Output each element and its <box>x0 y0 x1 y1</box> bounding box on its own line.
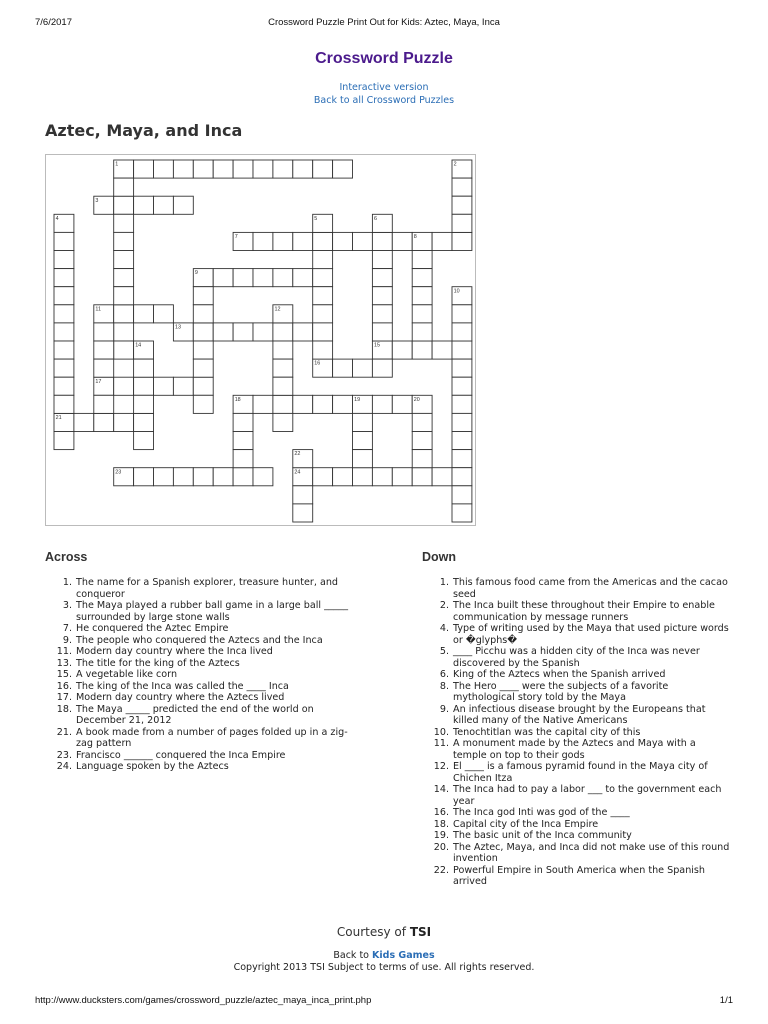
across-clue <box>45 761 355 773</box>
grid-cell <box>392 341 412 359</box>
clue-text: King of the Aztecs when the Spanish arrived <box>453 669 666 680</box>
down-clue <box>422 669 732 681</box>
clue-number: 15. <box>56 669 72 680</box>
grid-cell <box>54 359 74 377</box>
grid-cell <box>353 413 373 431</box>
grid-cell <box>54 432 74 450</box>
grid-cell <box>353 359 373 377</box>
print-header <box>35 17 733 31</box>
grid-cell <box>293 232 313 250</box>
grid-cell <box>193 323 213 341</box>
across-clue-list <box>45 577 355 773</box>
clue-number: 20. <box>433 841 449 853</box>
down-clue <box>422 842 732 865</box>
across-clue <box>45 704 355 727</box>
clue-text: The Inca had to pay a labor ___ to the government each year <box>453 784 722 807</box>
grid-cell <box>353 432 373 450</box>
grid-cell <box>213 323 233 341</box>
grid-cell <box>173 468 193 486</box>
grid-cell <box>452 432 472 450</box>
grid-cell-number: 21 <box>55 415 62 421</box>
across-clue <box>45 669 355 681</box>
grid-cell-number: 22 <box>294 451 301 458</box>
clue-number: 16. <box>56 680 72 692</box>
grid-cell <box>412 450 432 468</box>
clue-number: 13. <box>56 657 72 669</box>
grid-cell <box>412 305 432 323</box>
clue-number: 14. <box>433 784 449 795</box>
grid-cell <box>313 468 333 486</box>
grid-cell <box>333 359 353 377</box>
grid-cell <box>54 323 74 341</box>
clue-number: 11. <box>56 646 72 657</box>
grid-cell-number: 9 <box>194 270 198 277</box>
grid-cell <box>54 395 74 413</box>
grid-cell <box>173 160 193 178</box>
grid-cell <box>432 468 452 486</box>
print-page-number: 1/1 <box>719 995 733 1006</box>
grid-cell-number: 20 <box>413 396 420 403</box>
clue-number: 17. <box>56 692 72 703</box>
grid-cell <box>154 468 174 486</box>
across-clue <box>45 692 355 704</box>
grid-cell <box>432 341 452 359</box>
grid-cell <box>412 341 432 359</box>
grid-cell <box>114 341 134 359</box>
across-clue <box>45 577 355 600</box>
grid-cell <box>233 432 253 450</box>
clue-text: A book made from a number of pages folded up in a zig-zag pattern <box>76 726 348 749</box>
print-footer <box>35 995 733 1009</box>
grid-cell <box>372 287 392 305</box>
grid-cell <box>94 341 114 359</box>
clue-text: An infectious disease brought by the Europeans that killed many of the Native Americans <box>453 703 706 726</box>
grid-cell <box>134 359 154 377</box>
grid-cell <box>452 196 472 214</box>
print-doc-title: Crossword Puzzle Print Out for Kids: Aztec, Maya, Inca <box>268 17 500 28</box>
grid-cell <box>372 269 392 287</box>
grid-cell <box>114 251 134 269</box>
across-clue <box>45 646 355 658</box>
grid-cell <box>193 395 213 413</box>
grid-cell <box>412 287 432 305</box>
grid-cell <box>273 413 293 431</box>
grid-cell <box>134 196 154 214</box>
grid-cell <box>392 468 412 486</box>
grid-cell-number: 14 <box>135 342 142 349</box>
clue-number: 9. <box>439 703 449 715</box>
clue-number: 18. <box>56 703 72 715</box>
clue-number: 9. <box>62 634 72 646</box>
grid-cell <box>173 377 193 395</box>
grid-cell <box>452 486 472 504</box>
grid-cell-number: 15 <box>374 342 380 349</box>
grid-cell <box>313 287 333 305</box>
grid-cell <box>114 413 134 431</box>
grid-cell-number: 4 <box>55 215 59 222</box>
down-clue <box>422 681 732 704</box>
clue-text: Type of writing used by the Maya that used picture words or �glyphs� <box>453 623 729 646</box>
down-clue <box>422 738 732 761</box>
clue-text: ____ Picchu was a hidden city of the Inca was never discovered by the Spanish <box>453 646 700 669</box>
across-clue <box>45 750 355 762</box>
grid-cell <box>193 468 213 486</box>
clue-text: The people who conquered the Aztecs and the Inca <box>76 634 323 646</box>
grid-cell <box>193 305 213 323</box>
clue-text: The Maya played a rubber ball game in a large ball _____ surrounded by large stone walls <box>76 600 349 623</box>
grid-cell <box>134 160 154 178</box>
grid-cell <box>452 413 472 431</box>
across-clue <box>45 635 355 647</box>
grid-cell <box>412 468 432 486</box>
grid-cell <box>333 232 353 250</box>
down-clue <box>422 784 732 807</box>
down-clue <box>422 865 732 888</box>
grid-cell <box>452 359 472 377</box>
grid-cell <box>452 178 472 196</box>
grid-cell <box>313 160 333 178</box>
grid-cell <box>54 305 74 323</box>
grid-cell <box>353 232 373 250</box>
grid-cell <box>134 395 154 413</box>
clue-number: 1. <box>62 577 72 588</box>
grid-cell-number: 13 <box>175 324 181 331</box>
grid-cell <box>173 196 193 214</box>
grid-cell <box>372 323 392 341</box>
puzzle-title: Aztec, Maya, and Inca <box>45 121 243 140</box>
grid-cell <box>134 432 154 450</box>
across-clue <box>45 600 355 623</box>
grid-cell <box>293 395 313 413</box>
grid-cell <box>432 232 452 250</box>
clue-text: Modern day country where the Aztecs lived <box>76 692 285 703</box>
clue-text: The Hero ____ were the subjects of a favorite mythological story told by the Maya <box>453 680 669 703</box>
grid-cell <box>114 287 134 305</box>
clue-number: 3. <box>62 600 72 611</box>
grid-cell <box>392 395 412 413</box>
clue-text: Language spoken by the Aztecs <box>76 761 229 772</box>
grid-cell <box>452 323 472 341</box>
grid-cell <box>193 341 213 359</box>
grid-cell <box>253 160 273 178</box>
grid-cell <box>333 468 353 486</box>
grid-cell <box>54 377 74 395</box>
grid-cell <box>273 160 293 178</box>
grid-cell <box>233 323 253 341</box>
clue-text: The basic unit of the Inca community <box>453 830 632 841</box>
clue-number: 19. <box>433 830 449 841</box>
page-title: Crossword Puzzle <box>315 50 453 67</box>
grid-cell <box>213 468 233 486</box>
grid-cell <box>253 269 273 287</box>
clue-text: A vegetable like corn <box>76 669 178 680</box>
grid-cell <box>293 269 313 287</box>
grid-cell <box>273 377 293 395</box>
clue-text: This famous food came from the Americas and the cacao seed <box>453 577 728 600</box>
grid-cell <box>333 160 353 178</box>
clue-number: 24. <box>56 761 72 772</box>
grid-cell <box>273 323 293 341</box>
grid-cell <box>293 486 313 504</box>
grid-cell <box>452 395 472 413</box>
grid-cell-number: 24 <box>294 469 301 476</box>
grid-cell <box>154 305 174 323</box>
grid-cell <box>273 232 293 250</box>
grid-cell <box>273 269 293 287</box>
grid-cell <box>114 377 134 395</box>
grid-cell-number: 1 <box>115 161 119 168</box>
grid-cell <box>372 232 392 250</box>
clue-number: 7. <box>62 623 72 634</box>
grid-cell <box>114 214 134 232</box>
print-date: 7/6/2017 <box>35 17 72 28</box>
clue-number: 2. <box>439 600 449 611</box>
clue-text: Francisco ______ conquered the Inca Empire <box>76 749 286 761</box>
grid-cell <box>193 359 213 377</box>
crossword-grid-frame <box>45 154 476 526</box>
clue-text: Tenochtitlan was the capital city of this <box>453 726 641 738</box>
clue-text: The Aztec, Maya, and Inca did not make use of this round invention <box>453 841 730 864</box>
clue-text: Capital city of the Inca Empire <box>453 818 599 830</box>
courtesy-brand: TSI <box>409 925 432 939</box>
kids-games-link[interactable]: Kids Games <box>372 950 435 961</box>
clue-number: 4. <box>439 623 449 634</box>
grid-cell <box>273 359 293 377</box>
grid-cell <box>233 160 253 178</box>
grid-cell <box>253 232 273 250</box>
clue-number: 11. <box>433 738 449 749</box>
clue-text: The Inca god Inti was god of the ____ <box>453 807 630 818</box>
down-clue <box>422 807 732 819</box>
courtesy-line <box>0 925 768 939</box>
grid-cell <box>412 323 432 341</box>
across-clue <box>45 681 355 693</box>
grid-cell <box>233 468 253 486</box>
grid-cell <box>114 323 134 341</box>
grid-cell <box>313 251 333 269</box>
grid-cell <box>94 323 114 341</box>
grid-cell <box>54 341 74 359</box>
clue-number: 12. <box>433 761 449 772</box>
grid-cell-number: 6 <box>374 215 377 222</box>
grid-cell <box>114 305 134 323</box>
grid-cell-number: 2 <box>453 161 457 168</box>
grid-cell <box>392 232 412 250</box>
grid-cell-number: 12 <box>274 306 281 313</box>
across-clue <box>45 727 355 750</box>
grid-cell <box>74 413 94 431</box>
down-clue <box>422 577 732 600</box>
across-heading: Across <box>45 550 88 564</box>
grid-cell <box>293 504 313 522</box>
down-clue <box>422 704 732 727</box>
grid-cell <box>193 377 213 395</box>
grid-cell <box>273 341 293 359</box>
print-url: http://www.ducksters.com/games/crossword_puzzle/aztec_maya_inca_print.php <box>35 995 372 1006</box>
grid-cell-number: 10 <box>453 288 460 295</box>
grid-cell-number: 5 <box>314 215 318 222</box>
grid-cell <box>193 160 213 178</box>
grid-cell <box>213 160 233 178</box>
clue-text: The Maya _____ predicted the end of the world on December 21, 2012 <box>76 703 314 726</box>
clue-number: 23. <box>56 749 72 761</box>
clue-number: 8. <box>439 680 449 692</box>
grid-cell-number: 7 <box>234 234 238 240</box>
down-clue <box>422 830 732 842</box>
grid-cell <box>333 395 353 413</box>
clue-text: A monument made by the Aztecs and Maya with a temple on top to their gods <box>453 738 696 761</box>
clue-text: El ____ is a famous pyramid found in the Maya city of Chichen Itza <box>453 761 708 784</box>
grid-cell <box>233 413 253 431</box>
grid-cell <box>353 468 373 486</box>
grid-cell <box>154 196 174 214</box>
grid-cell <box>134 413 154 431</box>
grid-cell <box>412 251 432 269</box>
grid-cell <box>412 413 432 431</box>
interactive-version-link[interactable]: Interactive version <box>339 82 429 93</box>
copyright: Copyright 2013 TSI Subject to terms of use. All rights reserved. <box>233 962 535 973</box>
grid-cell-number: 11 <box>95 306 102 313</box>
clue-number: 21. <box>56 726 72 738</box>
grid-cell <box>452 377 472 395</box>
clue-text: The king of the Inca was called the ____ Inca <box>76 680 289 692</box>
back-to-all-puzzles-link[interactable]: Back to all Crossword Puzzles <box>313 94 455 106</box>
back-prefix: Back to <box>333 950 369 961</box>
grid-cell <box>114 196 134 214</box>
clue-number: 18. <box>433 818 449 830</box>
clue-text: The Inca built these throughout their Empire to enable communication by message runners <box>453 600 715 623</box>
down-clue-list <box>422 577 732 888</box>
grid-cell <box>94 359 114 377</box>
grid-cell <box>313 232 333 250</box>
grid-cell <box>372 359 392 377</box>
down-clue <box>422 600 732 623</box>
grid-cell <box>372 305 392 323</box>
grid-cell <box>313 395 333 413</box>
grid-cell <box>134 377 154 395</box>
grid-cell <box>452 341 472 359</box>
grid-cell <box>193 287 213 305</box>
grid-cell-number: 19 <box>354 396 361 403</box>
grid-cell <box>114 269 134 287</box>
grid-cell <box>213 269 233 287</box>
grid-cell <box>54 232 74 250</box>
grid-cell <box>293 323 313 341</box>
grid-cell <box>54 251 74 269</box>
clue-text: Powerful Empire in South America when the Spanish arrived <box>453 864 706 887</box>
clue-text: The name for a Spanish explorer, treasure hunter, and conqueror <box>76 577 339 600</box>
grid-cell <box>313 269 333 287</box>
grid-cell <box>94 395 114 413</box>
grid-cell <box>233 450 253 468</box>
clue-number: 22. <box>433 864 449 876</box>
clue-number: 5. <box>439 646 449 657</box>
grid-cell <box>233 269 253 287</box>
across-clue <box>45 658 355 670</box>
clue-text: He conquered the Aztec Empire <box>76 623 229 634</box>
crossword-grid <box>46 155 475 525</box>
grid-cell <box>452 468 472 486</box>
clue-number: 6. <box>439 669 449 680</box>
grid-cell-number: 18 <box>234 396 241 403</box>
grid-cell <box>313 305 333 323</box>
back-line <box>0 950 768 961</box>
grid-cell <box>273 395 293 413</box>
grid-cell-number: 3 <box>95 197 99 204</box>
clue-text: Modern day country where the Inca lived <box>76 646 273 657</box>
grid-cell <box>134 305 154 323</box>
grid-cell <box>293 160 313 178</box>
grid-cell <box>313 341 333 359</box>
grid-cell-number: 17 <box>95 378 102 385</box>
grid-cell <box>452 232 472 250</box>
clue-text: The title for the king of the Aztecs <box>76 657 240 669</box>
courtesy-prefix: Courtesy of <box>336 925 406 939</box>
grid-cell <box>372 251 392 269</box>
grid-cell <box>412 269 432 287</box>
across-clue <box>45 623 355 635</box>
grid-cell <box>452 450 472 468</box>
clue-number: 16. <box>433 807 449 818</box>
grid-cell <box>452 504 472 522</box>
grid-cell <box>372 395 392 413</box>
grid-cell <box>353 450 373 468</box>
down-clue <box>422 646 732 669</box>
grid-cell <box>134 468 154 486</box>
grid-cell-number: 16 <box>314 360 321 367</box>
grid-cell <box>412 432 432 450</box>
grid-cell <box>253 395 273 413</box>
down-clue <box>422 727 732 739</box>
down-clue <box>422 819 732 831</box>
grid-cell <box>114 232 134 250</box>
grid-cell <box>253 468 273 486</box>
grid-cell <box>94 413 114 431</box>
clue-number: 10. <box>433 726 449 738</box>
grid-cell <box>54 287 74 305</box>
grid-cell <box>452 214 472 232</box>
down-heading: Down <box>422 550 457 564</box>
grid-cell <box>114 178 134 196</box>
down-clue <box>422 761 732 784</box>
clue-number: 1. <box>439 577 449 588</box>
top-links <box>0 82 768 107</box>
grid-cell-number: 23 <box>115 469 122 476</box>
grid-cell <box>154 377 174 395</box>
down-clue <box>422 623 732 646</box>
grid-cell-number: 8 <box>413 234 417 240</box>
grid-cell <box>452 305 472 323</box>
grid-cell <box>372 468 392 486</box>
grid-cell <box>253 323 273 341</box>
grid-cell <box>313 323 333 341</box>
grid-cell <box>154 160 174 178</box>
grid-cell <box>54 269 74 287</box>
